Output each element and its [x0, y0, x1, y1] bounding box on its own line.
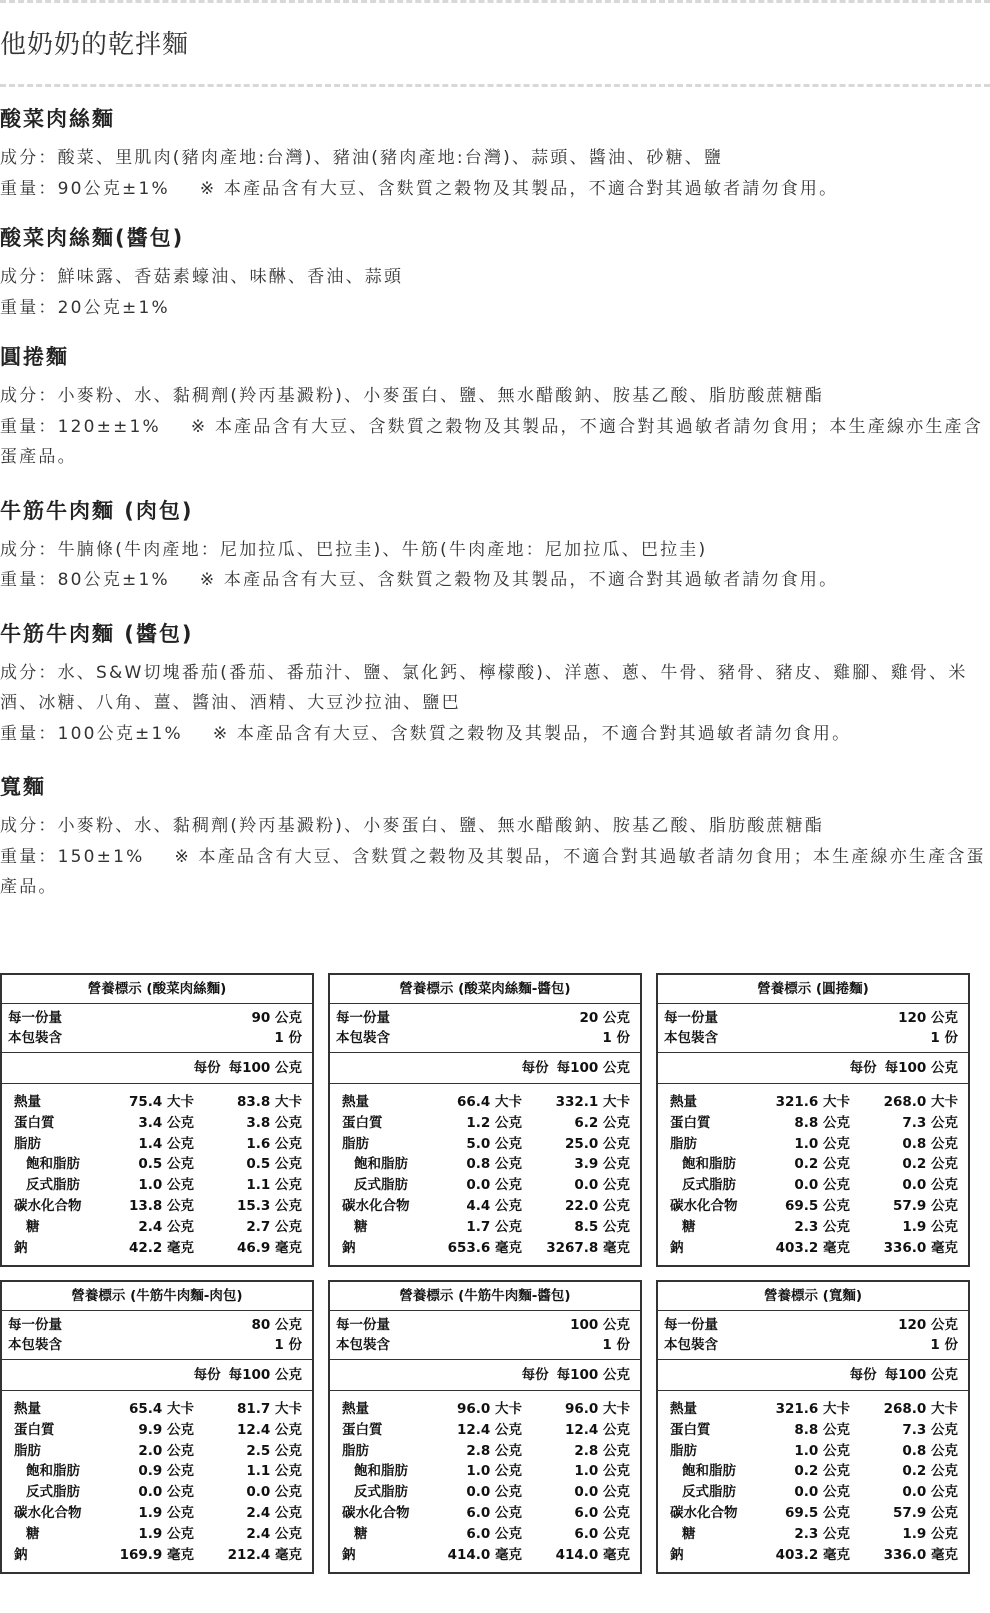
per-serving-value: 1.0 公克 — [466, 1463, 522, 1480]
nutrient-row — [670, 1441, 958, 1462]
nutrient-row — [14, 1113, 302, 1134]
per-serving-value: 1.7 公克 — [466, 1218, 522, 1235]
per-100g-value: 12.4 公克 — [236, 1421, 302, 1438]
per-100g-value: 2.4 公克 — [246, 1504, 302, 1521]
panel-title: 營養標示 (寬麵) — [658, 1282, 968, 1311]
nutrient-name: 飽和脂肪 — [354, 1463, 408, 1480]
per-100g-value: 336.0 毫克 — [883, 1239, 958, 1256]
per-serving-value: 9.9 公克 — [138, 1421, 194, 1438]
weight-text — [0, 842, 990, 903]
weight-text — [0, 293, 990, 324]
nutrient-name: 反式脂肪 — [682, 1484, 736, 1501]
per-serving-header: 每份 — [193, 1060, 221, 1076]
serving-info — [2, 1004, 312, 1053]
nutrient-row — [14, 1217, 302, 1238]
per-serving-value: 12.4 公克 — [456, 1421, 522, 1438]
per-serving-value: 13.8 公克 — [128, 1197, 194, 1214]
servings-label: 本包裝含 — [664, 1030, 718, 1046]
per-serving-value: 69.5 公克 — [784, 1197, 850, 1214]
nutrient-name: 熱量 — [14, 1401, 41, 1417]
serving-size-value: 80 公克 — [251, 1317, 302, 1333]
serving-info — [330, 1311, 640, 1360]
nutrient-name: 碳水化合物 — [342, 1504, 410, 1521]
per-serving-value: 1.9 公克 — [138, 1504, 194, 1521]
nutrient-row — [670, 1503, 958, 1524]
panel-title: 營養標示 (圓捲麵) — [658, 975, 968, 1004]
serving-size-label: 每一份量 — [336, 1317, 390, 1333]
serving-size-value: 120 公克 — [898, 1317, 958, 1333]
servings-label: 本包裝含 — [8, 1030, 62, 1046]
ingredient-section — [0, 618, 990, 750]
nutrient-name: 碳水化合物 — [14, 1197, 82, 1214]
per-serving-value: 3.4 公克 — [138, 1114, 194, 1131]
per-serving-value: 2.3 公克 — [794, 1525, 850, 1542]
nutrient-name: 糖 — [354, 1218, 368, 1235]
per-serving-value: 42.2 毫克 — [128, 1239, 194, 1256]
per-100g-value: 3267.8 毫克 — [546, 1239, 630, 1256]
nutrient-table — [330, 1084, 640, 1258]
nutrient-row — [670, 1399, 958, 1420]
nutrient-row — [14, 1134, 302, 1155]
nutrient-row — [342, 1461, 630, 1482]
section-heading: 酸菜肉絲麵 — [0, 107, 115, 131]
per-100g-header: 每100 公克 — [884, 1060, 958, 1076]
nutrient-row — [14, 1524, 302, 1545]
nutrient-name: 脂肪 — [670, 1135, 697, 1152]
per-serving-value: 2.8 公克 — [466, 1442, 522, 1459]
nutrient-name: 蛋白質 — [342, 1421, 383, 1438]
per-serving-value: 653.6 毫克 — [447, 1239, 522, 1256]
per-100g-value: 22.0 公克 — [564, 1197, 630, 1214]
per-serving-value: 66.4 大卡 — [456, 1094, 522, 1110]
weight-value: 重量：20公克±1% — [0, 297, 170, 318]
per-100g-value: 1.6 公克 — [246, 1135, 302, 1152]
serving-info — [330, 1004, 640, 1053]
nutrient-row — [342, 1420, 630, 1441]
per-serving-value: 1.0 公克 — [794, 1442, 850, 1459]
per-100g-value: 332.1 大卡 — [555, 1094, 630, 1110]
top-divider — [0, 0, 990, 3]
nutrient-row — [670, 1545, 958, 1566]
per-100g-value: 1.0 公克 — [574, 1463, 630, 1480]
per-serving-value: 0.8 公克 — [466, 1156, 522, 1173]
nutrient-name: 鈉 — [670, 1239, 684, 1256]
per-100g-header: 每100 公克 — [556, 1060, 630, 1076]
per-100g-value: 0.0 公克 — [902, 1177, 958, 1194]
column-header — [658, 1360, 968, 1391]
ingredients-text: 成分：酸菜、里肌肉(豬肉產地:台灣)、豬油(豬肉產地:台灣)、蒜頭、醬油、砂糖、鹽 — [0, 148, 724, 168]
per-100g-value: 6.0 公克 — [574, 1525, 630, 1542]
per-100g-value: 7.3 公克 — [902, 1421, 958, 1438]
nutrient-name: 碳水化合物 — [670, 1504, 738, 1521]
nutrient-name: 反式脂肪 — [354, 1177, 408, 1194]
nutrient-row — [342, 1482, 630, 1503]
nutrient-table — [658, 1391, 968, 1565]
servings-value: 1 份 — [602, 1030, 630, 1046]
per-100g-value: 57.9 公克 — [892, 1197, 958, 1214]
nutrient-row — [14, 1503, 302, 1524]
serving-info — [2, 1311, 312, 1360]
per-100g-value: 0.0 公克 — [574, 1484, 630, 1501]
per-serving-value: 0.2 公克 — [794, 1156, 850, 1173]
serving-info — [658, 1311, 968, 1360]
nutrient-name: 飽和脂肪 — [354, 1156, 408, 1173]
nutrient-row — [14, 1399, 302, 1420]
nutrient-row — [670, 1113, 958, 1134]
per-serving-header: 每份 — [849, 1367, 877, 1383]
servings-label: 本包裝含 — [8, 1337, 62, 1353]
nutrition-panel — [656, 1280, 970, 1574]
nutrient-name: 脂肪 — [342, 1135, 369, 1152]
per-serving-value: 69.5 公克 — [784, 1504, 850, 1521]
nutrient-name: 熱量 — [670, 1401, 697, 1417]
per-100g-value: 268.0 大卡 — [883, 1094, 958, 1110]
nutrient-table — [2, 1084, 312, 1258]
servings-value: 1 份 — [602, 1337, 630, 1353]
per-100g-value: 15.3 公克 — [236, 1197, 302, 1214]
nutrient-row — [14, 1175, 302, 1196]
per-100g-value: 0.8 公克 — [902, 1442, 958, 1459]
column-header — [658, 1053, 968, 1084]
serving-size-value: 20 公克 — [579, 1010, 630, 1026]
panel-title: 營養標示 (牛筋牛肉麵-醬包) — [330, 1282, 640, 1311]
per-serving-value: 0.0 公克 — [466, 1177, 522, 1194]
per-serving-value: 403.2 毫克 — [775, 1546, 850, 1563]
per-serving-value: 6.0 公克 — [466, 1525, 522, 1542]
per-serving-value: 0.0 公克 — [138, 1484, 194, 1501]
ingredient-section — [0, 771, 990, 903]
serving-size-value: 120 公克 — [898, 1010, 958, 1026]
serving-size-label: 每一份量 — [664, 1317, 718, 1333]
per-100g-header: 每100 公克 — [228, 1367, 302, 1383]
per-100g-value: 2.8 公克 — [574, 1442, 630, 1459]
weight-value: 重量：80公克±1% — [0, 570, 170, 590]
nutrient-row — [342, 1113, 630, 1134]
servings-value: 1 份 — [930, 1030, 958, 1046]
nutrient-row — [670, 1482, 958, 1503]
per-100g-value: 1.9 公克 — [902, 1218, 958, 1235]
nutrient-name: 蛋白質 — [14, 1421, 55, 1438]
panel-title: 營養標示 (酸菜肉絲麵-醬包) — [330, 975, 640, 1004]
allergen-note: ※ 本產品含有大豆、含麩質之穀物及其製品，不適合對其過敏者請勿食用。 — [212, 723, 852, 744]
nutrient-row — [342, 1524, 630, 1545]
nutrient-name: 蛋白質 — [670, 1114, 711, 1131]
per-100g-value: 6.2 公克 — [574, 1114, 630, 1131]
nutrient-name: 熱量 — [14, 1094, 41, 1110]
nutrient-row — [14, 1545, 302, 1566]
ingredients-text: 成分：小麥粉、水、黏稠劑(羚丙基澱粉)、小麥蛋白、鹽、無水醋酸鈉、胺基乙酸、脂肪酸蔗糖酯 — [0, 816, 825, 836]
section-heading: 牛筋牛肉麵 (肉包) — [0, 498, 194, 523]
nutrient-row — [670, 1092, 958, 1113]
per-serving-value: 8.8 公克 — [794, 1421, 850, 1438]
per-serving-header: 每份 — [849, 1060, 877, 1076]
per-100g-value: 12.4 公克 — [564, 1421, 630, 1438]
nutrition-panel — [328, 973, 642, 1267]
serving-size-label: 每一份量 — [8, 1010, 62, 1026]
ingredients-text: 成分：牛腩條(牛肉產地：尼加拉瓜、巴拉圭)、牛筋(牛肉產地：尼加拉瓜、巴拉圭) — [0, 539, 708, 560]
nutrient-row — [342, 1175, 630, 1196]
per-serving-value: 1.9 公克 — [138, 1525, 194, 1542]
title-divider — [0, 84, 990, 87]
per-100g-value: 0.0 公克 — [902, 1484, 958, 1501]
column-header — [2, 1053, 312, 1084]
ingredient-section — [0, 103, 990, 204]
per-100g-value: 8.5 公克 — [574, 1218, 630, 1235]
weight-value: 重量：150±1% — [0, 846, 145, 867]
per-serving-value: 414.0 毫克 — [447, 1546, 522, 1563]
nutrient-row — [670, 1420, 958, 1441]
servings-value: 1 份 — [274, 1337, 302, 1353]
allergen-note: ※ 本產品含有大豆、含麩質之穀物及其製品，不適合對其過敏者請勿食用；本生產線亦生產含蛋產品。 — [0, 846, 986, 897]
nutrient-name: 反式脂肪 — [682, 1177, 736, 1194]
nutrient-name: 碳水化合物 — [670, 1197, 738, 1214]
nutrient-name: 鈉 — [670, 1546, 684, 1563]
nutrient-row — [670, 1217, 958, 1238]
weight-text — [0, 412, 990, 473]
per-serving-header: 每份 — [521, 1367, 549, 1383]
nutrient-name: 糖 — [682, 1218, 696, 1235]
per-serving-value: 321.6 大卡 — [775, 1401, 850, 1417]
per-serving-value: 1.2 公克 — [466, 1114, 522, 1131]
nutrient-row — [14, 1420, 302, 1441]
column-header — [2, 1360, 312, 1391]
nutrition-panel — [0, 973, 314, 1267]
nutrient-table — [2, 1391, 312, 1565]
ingredient-section — [0, 341, 990, 473]
nutrient-row — [342, 1399, 630, 1420]
weight-value: 重量：100公克±1% — [0, 723, 183, 744]
per-100g-value: 1.1 公克 — [246, 1463, 302, 1480]
nutrient-row — [670, 1134, 958, 1155]
per-serving-value: 8.8 公克 — [794, 1114, 850, 1131]
nutrient-row — [342, 1441, 630, 1462]
per-serving-value: 169.9 毫克 — [119, 1546, 194, 1563]
per-serving-value: 1.0 公克 — [794, 1135, 850, 1152]
nutrient-row — [14, 1154, 302, 1175]
per-100g-value: 1.9 公克 — [902, 1525, 958, 1542]
per-100g-value: 1.1 公克 — [246, 1177, 302, 1194]
per-100g-value: 57.9 公克 — [892, 1504, 958, 1521]
per-100g-header: 每100 公克 — [884, 1367, 958, 1383]
servings-value: 1 份 — [274, 1030, 302, 1046]
per-serving-value: 4.4 公克 — [466, 1197, 522, 1214]
nutrient-name: 糖 — [26, 1525, 40, 1542]
per-serving-value: 321.6 大卡 — [775, 1094, 850, 1110]
per-100g-value: 0.0 公克 — [246, 1484, 302, 1501]
nutrient-name: 糖 — [26, 1218, 40, 1235]
per-serving-value: 0.2 公克 — [794, 1463, 850, 1480]
ingredient-sections — [0, 103, 990, 903]
nutrient-name: 蛋白質 — [670, 1421, 711, 1438]
nutrition-panel — [0, 1280, 314, 1574]
per-serving-value: 2.3 公克 — [794, 1218, 850, 1235]
nutrient-name: 脂肪 — [670, 1442, 697, 1459]
ingredient-section — [0, 222, 990, 323]
per-100g-header: 每100 公克 — [228, 1060, 302, 1076]
per-serving-value: 0.0 公克 — [794, 1177, 850, 1194]
per-100g-value: 212.4 毫克 — [227, 1546, 302, 1563]
allergen-note: ※ 本產品含有大豆、含麩質之穀物及其製品，不適合對其過敏者請勿食用。 — [199, 178, 839, 199]
per-serving-value: 0.0 公克 — [466, 1484, 522, 1501]
nutrient-name: 碳水化合物 — [14, 1504, 82, 1521]
panel-title: 營養標示 (牛筋牛肉麵-肉包) — [2, 1282, 312, 1311]
nutrient-row — [670, 1238, 958, 1259]
nutrient-name: 蛋白質 — [14, 1114, 55, 1131]
per-serving-value: 6.0 公克 — [466, 1504, 522, 1521]
weight-value: 重量：120±±1% — [0, 416, 161, 437]
nutrient-name: 碳水化合物 — [342, 1197, 410, 1214]
servings-label: 本包裝含 — [336, 1030, 390, 1046]
nutrient-name: 糖 — [354, 1525, 368, 1542]
nutrient-name: 鈉 — [14, 1546, 28, 1563]
per-serving-value: 0.0 公克 — [794, 1484, 850, 1501]
nutrient-name: 反式脂肪 — [354, 1484, 408, 1501]
per-100g-value: 0.8 公克 — [902, 1135, 958, 1152]
per-serving-header: 每份 — [193, 1367, 221, 1383]
per-100g-value: 3.8 公克 — [246, 1114, 302, 1131]
per-100g-value: 7.3 公克 — [902, 1114, 958, 1131]
nutrient-row — [342, 1217, 630, 1238]
serving-size-label: 每一份量 — [664, 1010, 718, 1026]
nutrition-panel — [656, 973, 970, 1267]
column-header — [330, 1360, 640, 1391]
per-100g-value: 3.9 公克 — [574, 1156, 630, 1173]
nutrient-name: 脂肪 — [342, 1442, 369, 1459]
per-serving-value: 2.4 公克 — [138, 1218, 194, 1235]
section-heading: 牛筋牛肉麵 (醬包) — [0, 621, 194, 646]
per-100g-value: 96.0 大卡 — [564, 1401, 630, 1417]
nutrient-name: 飽和脂肪 — [26, 1463, 80, 1480]
nutrient-name: 飽和脂肪 — [26, 1156, 80, 1173]
nutrient-row — [14, 1461, 302, 1482]
serving-size-value: 100 公克 — [570, 1317, 630, 1333]
per-serving-value: 0.5 公克 — [138, 1156, 194, 1173]
per-serving-header: 每份 — [521, 1060, 549, 1076]
allergen-note: ※ 本產品含有大豆、含麩質之穀物及其製品，不適合對其過敏者請勿食用。 — [199, 570, 839, 590]
ingredients-text: 成分：水、S&W切塊番茄(番茄、番茄汁、鹽、氯化鈣、檸檬酸)、洋蔥、蔥、牛骨、豬骨、豬皮、雞腳、雞骨、米酒、冰糖、八角、薑、醬油、酒精、大豆沙拉油、鹽巴 — [0, 662, 968, 713]
nutrient-name: 反式脂肪 — [26, 1177, 80, 1194]
per-100g-value: 0.5 公克 — [246, 1156, 302, 1173]
nutrition-panel — [328, 1280, 642, 1574]
nutrient-row — [670, 1154, 958, 1175]
page-title: 他奶奶的乾拌麵 — [0, 30, 190, 60]
servings-value: 1 份 — [930, 1337, 958, 1353]
per-serving-value: 0.9 公克 — [138, 1463, 194, 1480]
nutrient-name: 糖 — [682, 1525, 696, 1542]
serving-size-label: 每一份量 — [8, 1317, 62, 1333]
ingredients-text: 成分：小麥粉、水、黏稠劑(羚丙基澱粉)、小麥蛋白、鹽、無水醋酸鈉、胺基乙酸、脂肪酸蔗糖酯 — [0, 386, 825, 406]
weight-text — [0, 719, 990, 750]
per-serving-value: 5.0 公克 — [466, 1135, 522, 1152]
per-100g-header: 每100 公克 — [556, 1367, 630, 1383]
nutrient-table — [330, 1391, 640, 1565]
nutrient-name: 鈉 — [342, 1239, 356, 1256]
nutrient-row — [342, 1154, 630, 1175]
per-100g-value: 81.7 大卡 — [236, 1401, 302, 1417]
nutrient-row — [670, 1175, 958, 1196]
nutrient-name: 熱量 — [670, 1094, 697, 1110]
nutrient-name: 飽和脂肪 — [682, 1156, 736, 1173]
per-100g-value: 0.2 公克 — [902, 1463, 958, 1480]
per-serving-value: 1.0 公克 — [138, 1177, 194, 1194]
per-100g-value: 2.5 公克 — [246, 1442, 302, 1459]
section-heading: 寬麵 — [0, 775, 46, 799]
nutrient-row — [14, 1441, 302, 1462]
per-100g-value: 268.0 大卡 — [883, 1401, 958, 1417]
nutrient-row — [14, 1482, 302, 1503]
serving-size-label: 每一份量 — [336, 1010, 390, 1026]
per-serving-value: 1.4 公克 — [138, 1135, 194, 1152]
per-100g-value: 0.2 公克 — [902, 1156, 958, 1173]
allergen-note: ※ 本產品含有大豆、含麩質之穀物及其製品，不適合對其過敏者請勿食用；本生產線亦生產含蛋產品。 — [0, 416, 983, 467]
nutrient-name: 脂肪 — [14, 1442, 41, 1459]
ingredients-text: 成分：鮮味露、香菇素蠔油、味醂、香油、蒜頭 — [0, 267, 404, 287]
servings-label: 本包裝含 — [664, 1337, 718, 1353]
nutrient-row — [670, 1524, 958, 1545]
per-100g-value: 2.7 公克 — [246, 1218, 302, 1235]
nutrient-row — [14, 1238, 302, 1259]
serving-size-value: 90 公克 — [251, 1010, 302, 1026]
per-serving-value: 96.0 大卡 — [456, 1401, 522, 1417]
nutrient-name: 鈉 — [14, 1239, 28, 1256]
nutrient-name: 鈉 — [342, 1546, 356, 1563]
nutrient-row — [342, 1134, 630, 1155]
per-100g-value: 83.8 大卡 — [236, 1094, 302, 1110]
per-100g-value: 6.0 公克 — [574, 1504, 630, 1521]
serving-info — [658, 1004, 968, 1053]
per-serving-value: 75.4 大卡 — [128, 1094, 194, 1110]
section-heading: 酸菜肉絲麵(醬包) — [0, 226, 185, 250]
nutrient-name: 脂肪 — [14, 1135, 41, 1152]
per-serving-value: 403.2 毫克 — [775, 1239, 850, 1256]
per-100g-value: 2.4 公克 — [246, 1525, 302, 1542]
nutrient-row — [342, 1545, 630, 1566]
weight-text — [0, 174, 990, 205]
servings-label: 本包裝含 — [336, 1337, 390, 1353]
nutrient-name: 反式脂肪 — [26, 1484, 80, 1501]
per-serving-value: 65.4 大卡 — [128, 1401, 194, 1417]
nutrient-row — [342, 1238, 630, 1259]
nutrient-row — [14, 1196, 302, 1217]
weight-value: 重量：90公克±1% — [0, 178, 170, 199]
section-heading: 圓捲麵 — [0, 345, 69, 369]
column-header — [330, 1053, 640, 1084]
per-100g-value: 46.9 毫克 — [236, 1239, 302, 1256]
nutrient-name: 飽和脂肪 — [682, 1463, 736, 1480]
nutrient-row — [342, 1196, 630, 1217]
nutrient-row — [14, 1092, 302, 1113]
nutrient-row — [670, 1461, 958, 1482]
nutrient-name: 熱量 — [342, 1401, 369, 1417]
nutrient-row — [670, 1196, 958, 1217]
nutrient-table — [658, 1084, 968, 1258]
per-serving-value: 2.0 公克 — [138, 1442, 194, 1459]
weight-text — [0, 565, 990, 596]
ingredient-section — [0, 495, 990, 596]
per-100g-value: 336.0 毫克 — [883, 1546, 958, 1563]
per-100g-value: 0.0 公克 — [574, 1177, 630, 1194]
panel-title: 營養標示 (酸菜肉絲麵) — [2, 975, 312, 1004]
nutrient-row — [342, 1092, 630, 1113]
nutrient-name: 熱量 — [342, 1094, 369, 1110]
per-100g-value: 25.0 公克 — [564, 1135, 630, 1152]
per-100g-value: 414.0 毫克 — [555, 1546, 630, 1563]
nutrient-row — [342, 1503, 630, 1524]
nutrient-name: 蛋白質 — [342, 1114, 383, 1131]
